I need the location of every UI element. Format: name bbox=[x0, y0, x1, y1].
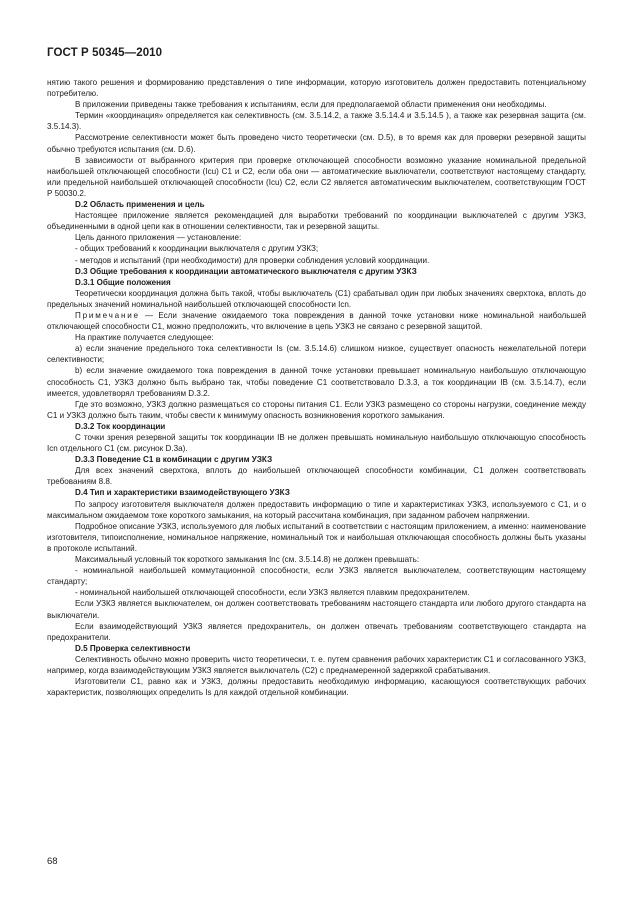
paragraph: В зависимости от выбранного критерия при проверке отключающей способности возможно указание номинальной предельной наибольшей отключающей способности (Icu) C1 и C2, если оба они — автоматические выключатели, соответствуют настоящему стандарту, или предельной наибольшей отключающей способности (Icu) C2, если C2 является автоматическим выключателем, соответствующим ГОСТ Р 50030.2. bbox=[47, 155, 586, 198]
paragraph: - методов и испытаний (при необходимости) для проверки соблюдения условий координации. bbox=[75, 255, 430, 265]
paragraph: Для всех значений сверхтока, вплоть до наибольшей отключающей способности комбинации, C1 должен соответствовать требованиям 8.8. bbox=[47, 466, 586, 487]
section-heading: D.3.3 Поведение C1 в комбинации с другим УЗКЗ bbox=[75, 455, 273, 465]
paragraph: Селективность обычно можно проверить чисто теоретически, т. е. путем сравнения рабочих характеристик C1 и согласованного УЗКЗ, например, когда взаимодействующим УЗКЗ является выключатель (C2) с преднамеренной задержкой срабатывания. bbox=[47, 654, 586, 675]
paragraph: Если взаимодействующий УЗКЗ является предохранитель, он должен отвечать требованиям соответствующего стандарта на предохранители. bbox=[47, 621, 586, 642]
paragraph: - номинальной наибольшей коммутационной способности, если УЗКЗ является выключателем, соответствующим настоящему стандарту; bbox=[47, 566, 586, 587]
note-text: — Если значение ожидаемого тока повреждения в данной точке установки ниже номинальной наибольшей отключающей способности C1, можно предположить, что включение в цепь УЗКЗ не связано с резервной защитой. bbox=[47, 310, 586, 332]
paragraph: Термин «координация» определяется как селективность (см. 3.5.14.2, а также 3.5.14.4 и 3.5.14.5 ), а также как резервная защита (см. 3.5.14.3). bbox=[47, 111, 586, 132]
section-heading: D.3 Общие требования к координации автоматического выключателя с другим УЗКЗ bbox=[75, 266, 417, 276]
paragraph: Подробное описание УЗКЗ, используемого для любых испытаний в соответствии с настоящим приложением, а именно: наименование изготовителя, типоисполнение, номинальное напряжение, номинальный ток и наибольшая отключающая способность должны быть указаны в протоколе испытаний. bbox=[47, 521, 586, 553]
section-heading: D.3.2 Ток координации bbox=[75, 421, 166, 431]
section-heading: D.2 Область применения и цель bbox=[75, 200, 205, 210]
document-body bbox=[47, 77, 586, 698]
paragraph: На практике получается следующее: bbox=[75, 333, 214, 343]
paragraph: - номинальной наибольшей отключающей способности, если УЗКЗ является плавким предохранителем. bbox=[75, 588, 470, 598]
section-heading: D.5 Проверка селективности bbox=[75, 643, 191, 653]
paragraph: b) если значение ожидаемого тока повреждения в данной точке установки превышает номинальную наибольшую отключающую способность C1, УЗКЗ должно быть выбрано так, чтобы поведение C1 соответствовало D.3.3, а ток координации IB (см. 3.5.14.7), если имеется, удовлетворял требованиям D.3.2. bbox=[47, 366, 586, 398]
paragraph: а) если значение предельного тока селективности Is (см. 3.5.14.6) слишком низкое, существует опасность нежелательной потери селективности; bbox=[47, 344, 586, 365]
paragraph: - общих требований к координации выключателя с другим УЗКЗ; bbox=[75, 244, 319, 254]
paragraph: Цель данного приложения — установление: bbox=[75, 233, 242, 243]
paragraph: По запросу изготовителя выключателя должен предоставить информацию о типе и характеристиках УЗКЗ, используемого с C1, и о максимальном ожидаемом токе короткого замыкания, на который рассчитана комбинация, при заданном рабочем напряжении. bbox=[47, 499, 586, 520]
note-paragraph bbox=[47, 310, 586, 332]
paragraph: Настоящее приложение является рекомендацией для выработки требований по координации выключателей с другим УЗКЗ, объединенными в одной цепи как в отношении селективности, так и резервной защиты. bbox=[47, 211, 586, 232]
section-heading: D.4 Тип и характеристики взаимодействующего УЗКЗ bbox=[75, 488, 290, 498]
paragraph: Где это возможно, УЗКЗ должно размещаться со стороны питания C1. Если УЗКЗ размещено со стороны нагрузки, соединение между C1 и УЗКЗ должно быть таким, чтобы свести к минимуму опасность возникновения короткого замыкания. bbox=[47, 399, 586, 420]
page-number: 68 bbox=[47, 856, 58, 867]
paragraph: С точки зрения резервной защиты ток координации IB не должен превышать номинальную наибольшую отключающую способность Icn отдельного C1 (см. рисунок D.3а). bbox=[47, 433, 586, 454]
paragraph: В приложении приведены также требования к испытаниям, если для предполагаемой области применения они необходимы. bbox=[75, 100, 547, 110]
paragraph: нятию такого решения и формированию представления о типе информации, которую изготовитель должен предоставить потенциальному потребителю. bbox=[47, 78, 586, 99]
paragraph: Максимальный условный ток короткого замыкания Inc (см. 3.5.14.8) не должен превышать: bbox=[75, 555, 420, 565]
paragraph: Если УЗКЗ является выключателем, он должен соответствовать требованиям настоящего стандарта или любого другого стандарта на выключатели. bbox=[47, 599, 586, 620]
note-label: Примечание bbox=[75, 310, 140, 320]
paragraph: Теоретически координация должна быть такой, чтобы выключатель (C1) срабатывал один при любых значениях сверхтока, вплоть до предельных значений номинальной наибольшей отключающей способности Icn. bbox=[47, 288, 586, 309]
paragraph: Рассмотрение селективности может быть проведено чисто теоретически (см. D.5), в то время как для проверки резервной защиты обычно требуются испытания (см. D.6). bbox=[47, 133, 586, 154]
section-heading: D.3.1 Общие положения bbox=[75, 277, 171, 287]
paragraph: Изготовители C1, равно как и УЗКЗ, должны предоставить необходимую информацию, касающуюся соответствующих рабочих характеристик, позволяющих определить Is для каждой отдельной комбинации. bbox=[47, 677, 586, 698]
page-header: ГОСТ Р 50345—2010 bbox=[47, 47, 163, 59]
